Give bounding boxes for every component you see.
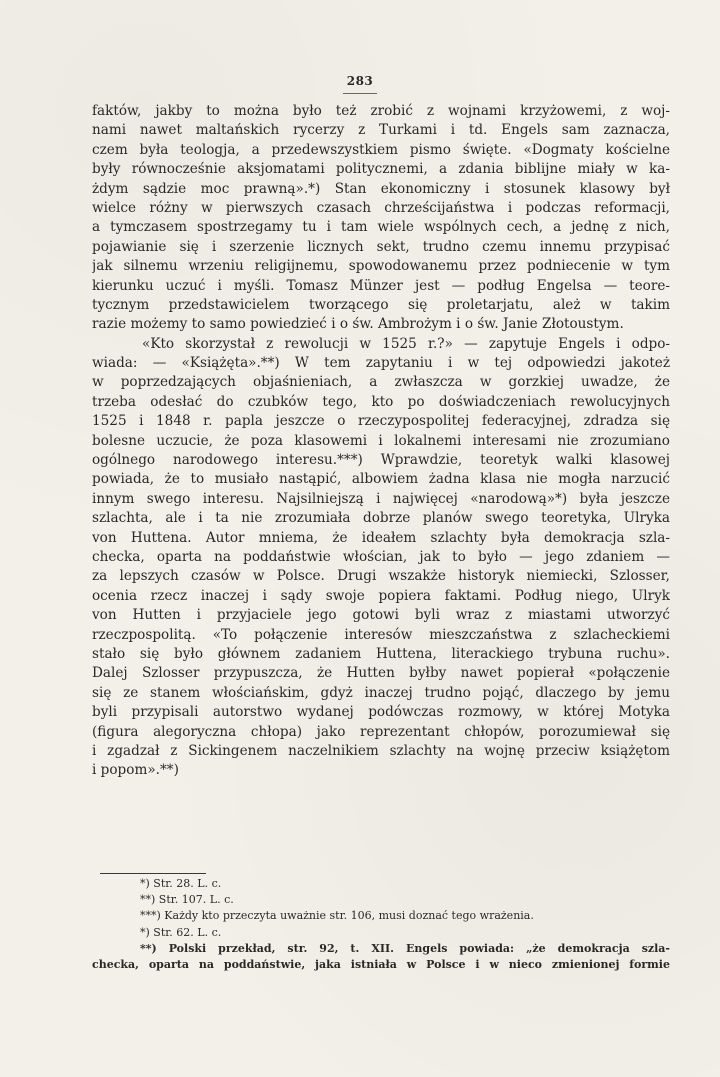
text-line: jak silnemu wrzeniu religijnemu, spowodowanemu przez podniecenie w tym [92, 258, 670, 275]
text-line: a tymczasem spostrzegamy tu i tam wiele wspólnych cech, a jednę z nich, [92, 219, 670, 236]
text-line: były równocześnie aksjomatami politycznemi, a zdania biblijne miały w ka- [92, 161, 670, 178]
text-line: innym swego interesu. Najsilniejszą i najwięcej «narodową»*) była jeszcze [92, 490, 670, 507]
text-line: szlachta, ale i ta nie zrozumiała dobrze planów swego teoretyka, Ulryka [92, 510, 670, 527]
footnote-line: checka, oparta na poddaństwie, jaka istniała w Polsce i w nieco zmienionej formie [92, 957, 670, 971]
text-line: czem była teologja, a przedewszystkiem pismo święte. «Dogmaty kościelne [92, 141, 670, 158]
text-line: faktów, jakby to można było też zrobić z wojnami krzyżowemi, z woj- [92, 103, 670, 119]
page-number: 283 [346, 74, 374, 88]
text-line: i zgadzał z Sickingenem naczelnikiem szlachty na wojnę przeciw książętom [92, 742, 670, 759]
text-line: pojawianie się i szerzenie licznych sekt, trudno czemu innemu przypisać [92, 238, 670, 255]
text-line: wielce różny w pierwszych czasach chrześcijaństwa i podczas reformacji, [92, 199, 670, 216]
body-text [92, 102, 670, 781]
footnote-line: **) Polski przekład, str. 92, t. XII. Engels powiada: „że demokracja szla- [140, 941, 670, 955]
text-line: rzeczpospolitą. «To połączenie interesów mieszczaństwa z szlacheckiemi [92, 626, 670, 643]
text-line: «Kto skorzystał z rewolucji w 1525 r.?» — zapytuje Engels i odpo- [142, 335, 670, 352]
text-line: byli przypisali autorstwo wydanej podówczas rozmowy, w której Motyka [92, 704, 670, 721]
footnote-line: *) Str. 62. L. c. [140, 925, 222, 939]
text-line: żdym sądzie moc prawną».*) Stan ekonomiczny i stosunek klasowy był [92, 180, 670, 197]
text-line: razie możemy to samo powiedzieć i o św. Ambrożym i o św. Janie Złotoustym. [92, 316, 624, 333]
page-number-underline [343, 93, 377, 94]
text-line: ogólnego narodowego interesu.***) Wprawdzie, teoretyk walki klasowej [92, 452, 670, 469]
footnote-separator [100, 873, 206, 874]
text-line: stało się było głównem zadaniem Huttena, literackiego trybuna ruchu». [92, 645, 670, 662]
text-line: i popom».**) [92, 762, 179, 779]
footnotes [92, 876, 670, 973]
text-line: von Hutten i przyjaciele jego gotowi byli wraz z miastami utworzyć [92, 607, 670, 624]
text-line: trzeba odesłać do czubków tego, kto po doświadczeniach rewolucyjnych [92, 393, 670, 410]
footnote-line: **) Str. 107. L. c. [140, 893, 234, 907]
text-line: ocenia rzecz inaczej i sądy swoje popiera faktami. Podług niego, Ulryk [92, 587, 670, 604]
text-line: się ze stanem włościańskim, gdyż inaczej trudno pojąć, dlaczego by jemu [92, 684, 670, 701]
text-line: nami nawet maltańskich rycerzy z Turkami i td. Engels sam zaznacza, [92, 122, 670, 139]
text-line: checka, oparta na poddaństwie włościan, jak to było — jego zdaniem — [92, 548, 670, 565]
text-line: 1525 i 1848 r. papla jeszcze o rzeczypospolitej federacyjnej, zdradza się [92, 413, 670, 430]
text-line: Dalej Szlosser przypuszcza, że Hutten byłby nawet popierał «połączenie [92, 665, 670, 682]
text-line: kierunku uczuć i myśli. Tomasz Münzer jest — podług Engelsa — teore- [92, 277, 670, 294]
text-line: za lepszych czasów w Polsce. Drugi wszakże historyk niemiecki, Szlosser, [92, 568, 670, 585]
text-line: bolesne uczucie, że poza klasowemi i lokalnemi interesami nie zrozumiano [92, 432, 670, 449]
footnote-line: *) Str. 28. L. c. [140, 877, 222, 890]
text-line: (figura alegoryczna chłopa) jako reprezentant chłopów, porozumiewał się [92, 723, 670, 740]
text-line: wiada: — «Książęta».**) W tem zapytaniu i w tej odpowiedzi jakoteż [92, 355, 670, 372]
footnote-line: ***) Każdy kto przeczyta uważnie str. 106, musi doznać tego wrażenia. [140, 909, 534, 923]
text-line: powiada, że to musiało nastąpić, albowiem żadna klasa nie mogła narzucić [92, 471, 670, 488]
text-line: w poprzedzających objaśnieniach, a zwłaszcza w gorzkiej uwadze, że [92, 374, 670, 391]
text-line: tycznym przedstawicielem tworzącego się proletarjatu, ależ w takim [92, 296, 670, 313]
text-line: von Huttena. Autor mniema, że ideałem szlachty była demokracja szla- [92, 529, 670, 546]
